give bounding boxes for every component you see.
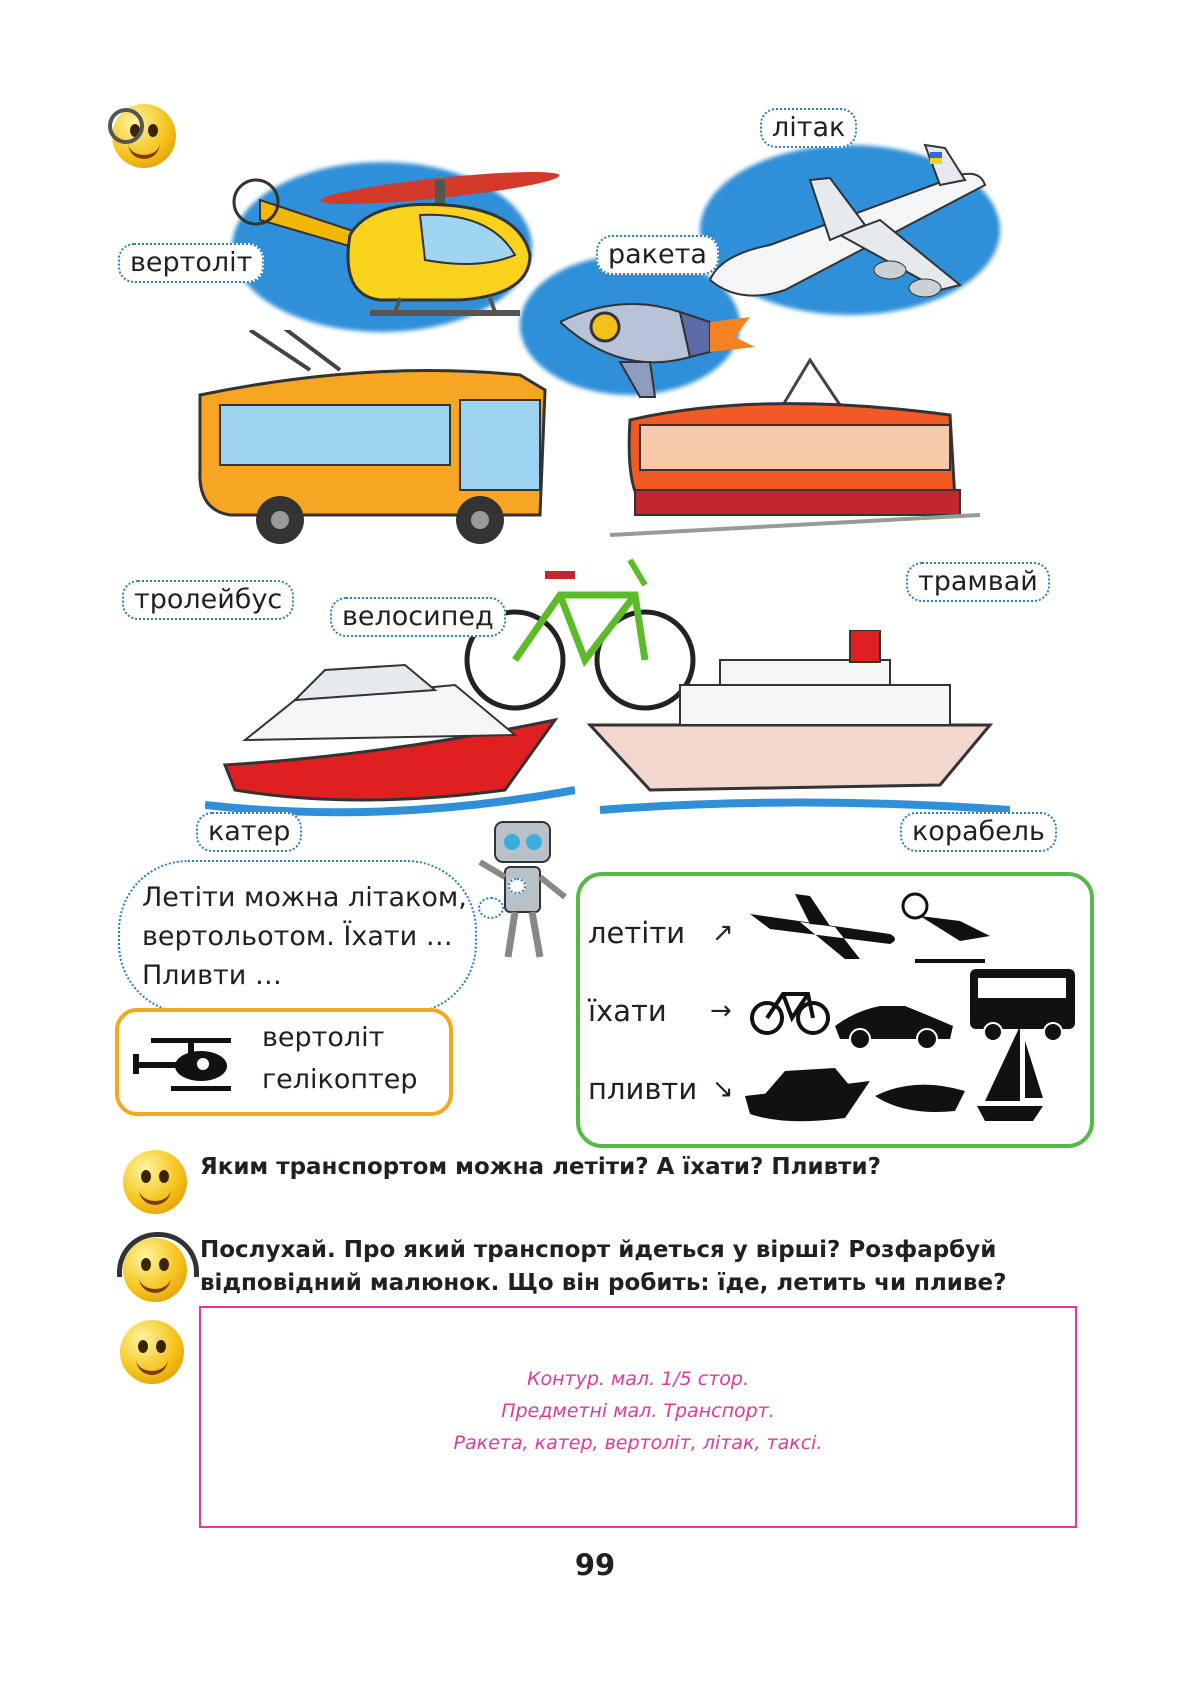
label-helicopter: вертоліт <box>118 243 264 283</box>
arrow-right-icon: → <box>710 996 732 1026</box>
speaking-smiley-icon <box>123 1150 187 1214</box>
label-boat: катер <box>196 812 302 852</box>
question-1: Яким транспортом можна летіти? А їхати? Пливти? <box>200 1154 881 1180</box>
arrow-down-right-icon: ↘ <box>712 1074 734 1104</box>
car-silhouette-icon <box>835 981 955 1051</box>
speech-bubble <box>118 860 477 1014</box>
coloring-placeholder-box <box>199 1306 1077 1528</box>
motion-label-fly: летіти <box>588 916 686 950</box>
synonym-box <box>115 1008 453 1116</box>
speedboat-silhouette-icon <box>875 1071 975 1121</box>
question-2-line-1: Послухай. Про який транспорт йдеться у вірші? Розфарбуй <box>200 1237 997 1263</box>
thinking-smiley-icon <box>120 1320 184 1384</box>
boat-illustration <box>205 640 575 820</box>
label-tram: трамвай <box>906 562 1050 602</box>
speech-line-2: вертольотом. Їхати … <box>142 921 453 952</box>
plane-silhouette-icon <box>750 894 900 964</box>
speech-line-1: Летіти можна літаком, <box>142 882 467 913</box>
page-number: 99 <box>574 1548 616 1582</box>
tram-illustration <box>610 350 990 560</box>
trolleybus-illustration <box>190 330 600 550</box>
motion-label-swim: пливти <box>588 1072 698 1106</box>
boat-silhouette-icon <box>745 1056 875 1126</box>
magnifier-smiley-icon <box>112 104 176 168</box>
bicycle-silhouette-icon <box>750 976 830 1041</box>
placeholder-note-3: Ракета, катер, вертоліт, літак, таксі. <box>453 1432 823 1454</box>
synonym-word-1: вертоліт <box>262 1022 385 1053</box>
speech-bubble-dot <box>478 897 504 919</box>
question-2-line-2: відповідний малюнок. Що він робить: їде, летить чи пливе? <box>200 1270 1007 1296</box>
robot-illustration <box>470 812 580 972</box>
motion-table <box>576 872 1094 1148</box>
speech-line-3: Пливти … <box>142 960 282 991</box>
headphones-smiley-icon <box>123 1238 187 1302</box>
synonym-word-2: гелікоптер <box>262 1064 418 1095</box>
arrow-up-right-icon: ↗ <box>712 918 734 948</box>
sailboat-silhouette-icon <box>975 1026 1045 1126</box>
label-trolleybus: тролейбус <box>122 580 294 620</box>
label-plane: літак <box>760 108 857 148</box>
placeholder-note-1: Контур. мал. 1/5 стор. <box>526 1368 750 1390</box>
placeholder-note-2: Предметні мал. Транспорт. <box>501 1400 775 1422</box>
label-rocket: ракета <box>596 235 719 275</box>
motion-label-ride: їхати <box>588 994 667 1028</box>
ship-illustration <box>580 630 1010 830</box>
helicopter-illustration <box>230 140 570 330</box>
helicopter-silhouette-icon <box>131 1034 246 1094</box>
label-bicycle: велосипед <box>330 597 506 637</box>
label-ship: корабель <box>900 812 1057 852</box>
speech-bubble-dot <box>508 878 526 894</box>
helicopter-silhouette-icon <box>900 891 1000 971</box>
